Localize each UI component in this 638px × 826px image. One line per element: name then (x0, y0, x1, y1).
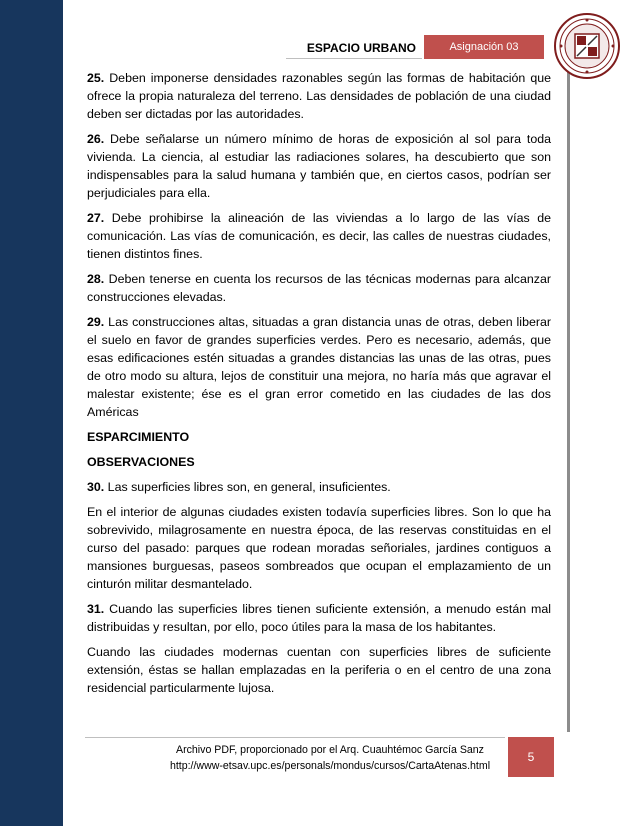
paragraph-number: 28. (87, 272, 105, 286)
header-title: ESPACIO URBANO (286, 37, 422, 59)
paragraph-text: Las construcciones altas, situadas a gran distancia unas de otras, deben liberar el suelo en favor de grandes superficies verdes. Pero es necesario, además, que esas edificaciones estén situadas a grandes distancias las unas de las otras, pues de otro modo su altura, lejos de constituir una mejora, no haría más que agravar el malestar existente; ése es el gran error cometido en las ciudades de las dos Américas (87, 315, 551, 419)
section-heading-observaciones: OBSERVACIONES (87, 455, 195, 469)
paragraph-number: 25. (87, 71, 105, 85)
paragraph-30-continued: En el interior de algunas ciudades existen todavía superficies libres. Son lo que ha sobrevivido, milagrosamente en nuestra época, de las reservas constituidas en el curso del pasado: parques que rodean moradas señoriales, jardines contiguos a mansiones burguesas, paseos sombreados que ocupan el emplazamiento de un cinturón militar desmantelado. (87, 505, 551, 591)
footer-source (150, 742, 510, 774)
paragraph-number: 27. (87, 211, 105, 225)
page-number: 5 (508, 737, 554, 777)
header-badge: Asignación 03 (424, 35, 544, 59)
section-heading-esparcimiento: ESPARCIMIENTO (87, 430, 190, 444)
paragraph-text: Cuando las superficies libres tienen suficiente extensión, a menudo están mal distribuidas y resultan, por ello, poco útiles para la masa de los habitantes. (87, 602, 551, 634)
paragraph-26 (87, 130, 551, 202)
paragraph-number: 26. (87, 132, 105, 146)
right-margin-line (567, 60, 570, 732)
paragraph-25 (87, 69, 551, 123)
left-sidebar-bar (0, 0, 63, 826)
paragraph-number: 31. (87, 602, 105, 616)
paragraph-text: Deben tenerse en cuenta los recursos de las técnicas modernas para alcanzar construcciones elevadas. (87, 272, 551, 304)
paragraph-text: Debe prohibirse la alineación de las viviendas a lo largo de las vías de comunicación. Las vías de comunicación, es decir, las calles de nuestras ciudades, tienen distintos fines. (87, 211, 551, 261)
paragraph-text: Debe señalarse un número mínimo de horas de exposición al sol para toda vivienda. La ciencia, al estudiar las radiaciones solares, ha descubierto que son indispensables para la salud humana y también que, en ciertos casos, podrían ser perjudiciales para ella. (87, 132, 551, 200)
paragraph-number: 29. (87, 315, 105, 329)
paragraph-text: Deben imponerse densidades razonables según las formas de habitación que ofrece la propia naturaleza del terreno. Las densidades de población de una ciudad deben ser dictadas por las autoridades. (87, 71, 551, 121)
paragraph-29 (87, 313, 551, 421)
paragraph-31-continued: Cuando las ciudades modernas cuentan con superficies libres de suficiente extensión, éstas se hallan emplazadas en la periferia o en el centro de una zona residencial particularmente lujosa. (87, 645, 551, 695)
footer-divider (85, 737, 505, 738)
paragraph-31 (87, 600, 551, 636)
paragraph-27 (87, 209, 551, 263)
paragraph-text: Las superficies libres son, en general, insuficientes. (104, 480, 391, 494)
footer-url: http://www-etsav.upc.es/personals/mondus/cursos/CartaAtenas.html (169, 760, 491, 772)
paragraph-28 (87, 270, 551, 306)
footer-line-1: Archivo PDF, proporcionado por el Arq. Cuauhtémoc García Sanz (176, 744, 484, 756)
paragraph-30 (87, 478, 551, 496)
paragraph-number: 30. (87, 480, 105, 494)
university-seal-icon (553, 12, 621, 80)
document-body (87, 69, 551, 704)
